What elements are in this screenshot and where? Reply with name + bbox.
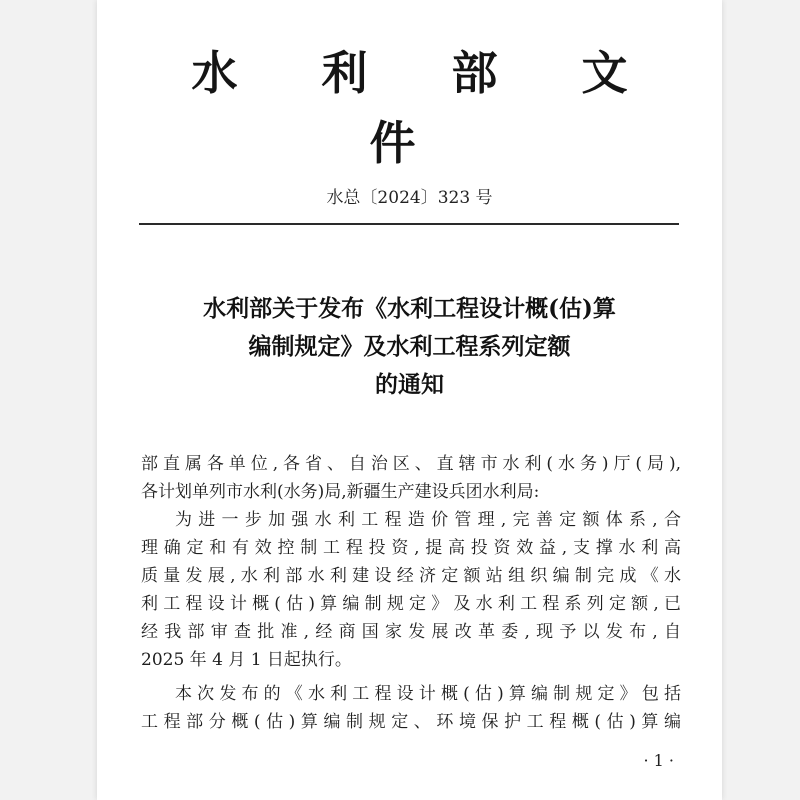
notice-body <box>141 450 681 736</box>
body-line: 本次发布的《水利工程设计概(估)算编制规定》包括 <box>175 684 681 704</box>
body-line: 质量发展,水利部水利建设经济定额站组织编制完成《水 <box>141 566 681 586</box>
document-page <box>97 0 722 800</box>
body-line: 为进一步加强水利工程造价管理,完善定额体系,合 <box>175 510 681 530</box>
body-line: 理确定和有效控制工程投资,提高投资效益,支撑水利高 <box>141 538 681 558</box>
title-line: 的通知 <box>375 371 444 398</box>
page-number: · 1 · <box>643 751 674 770</box>
addressee-paragraph <box>141 450 681 506</box>
body-line: 各计划单列市水利(水务)局,新疆生产建设兵团水利局: <box>141 482 540 502</box>
title-line: 编制规定》及水利工程系列定额 <box>248 333 571 360</box>
notice-title <box>127 290 692 404</box>
body-line: 工程部分概(估)算编制规定、环境保护工程概(估)算编 <box>141 712 681 732</box>
body-line: 2025 年 4 月 1 日起执行。 <box>141 650 352 670</box>
header-divider <box>139 223 679 225</box>
body-paragraph <box>141 680 681 736</box>
document-number: 水总〔2024〕323 号 <box>326 188 493 208</box>
body-line: 经我部审查批准,经商国家发展改革委,现予以发布,自 <box>141 622 681 642</box>
masthead: 水 利 部 文 件 <box>191 46 662 170</box>
body-line: 利工程设计概(估)算编制规定》及水利工程系列定额,已 <box>141 594 681 614</box>
title-line: 水利部关于发布《水利工程设计概(估)算 <box>203 295 616 322</box>
body-paragraph <box>141 506 681 674</box>
body-line: 部直属各单位,各省、自治区、直辖市水利(水务)厅(局), <box>141 454 681 474</box>
